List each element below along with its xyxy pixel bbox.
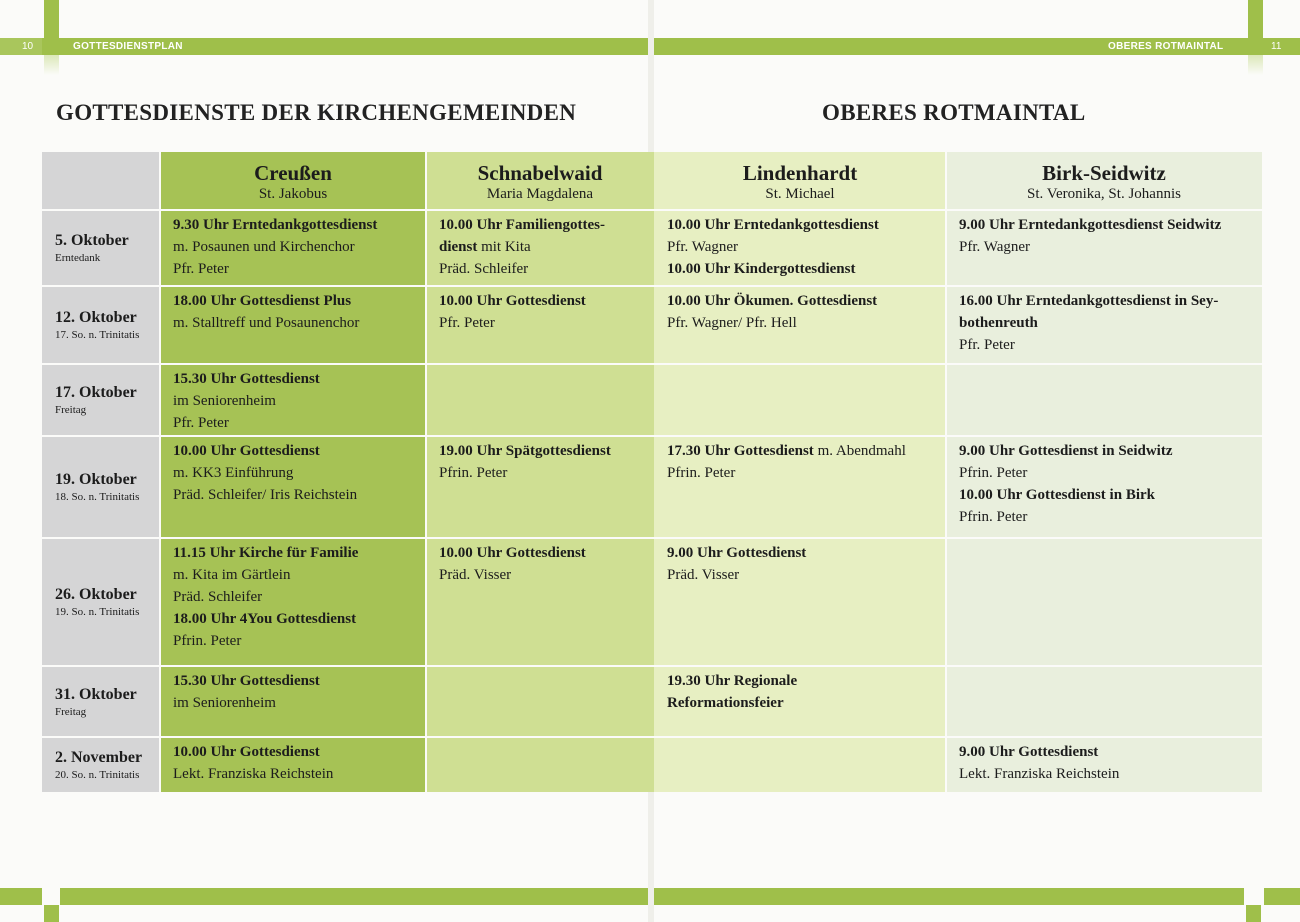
service-line: 19.00 Uhr Spätgottesdienst	[439, 443, 611, 459]
service-line	[439, 236, 646, 258]
schedule-cell-creussen	[160, 737, 426, 792]
schedule-cell-lindenhardt	[654, 436, 946, 538]
left-page-title: GOTTESDIENSTE DER KIRCHENGEMEINDEN	[56, 100, 577, 125]
service-line: 10.00 Uhr Ökumen. Gottesdienst	[667, 293, 878, 309]
date-sublabel: 17. So. n. Trinitatis	[55, 329, 140, 341]
column-separator	[425, 152, 427, 792]
column-church: St. Jakobus	[258, 186, 328, 202]
date-sublabel: Erntedank	[55, 252, 101, 264]
service-line: m. Stalltreff und Posaunenchor	[173, 315, 360, 331]
service-line: Pfr. Wagner/ Pfr. Hell	[667, 315, 797, 331]
date-sublabel: 19. So. n. Trinitatis	[55, 606, 140, 618]
service-line: Pfr. Wagner	[667, 239, 739, 255]
column-name: Lindenhardt	[742, 161, 858, 185]
schedule-cell-lindenhardt	[654, 737, 946, 792]
date-cell	[42, 364, 160, 436]
service-line: Pfrin. Peter	[173, 633, 242, 649]
service-line: 10.00 Uhr Gottesdienst	[439, 545, 586, 561]
column-church: St. Michael	[765, 186, 835, 202]
schedule-cell-birk-seidwitz	[946, 436, 1262, 538]
service-line: 10.00 Uhr Kindergottesdienst	[667, 261, 856, 277]
service-line: Pfr. Peter	[173, 415, 229, 431]
date-cell	[42, 210, 160, 286]
schedule-cell-schnabelwaid	[426, 737, 654, 792]
column-header-birk-seidwitz	[946, 152, 1262, 210]
column-name: Creußen	[254, 161, 332, 185]
service-line-suffix: m. Abendmahl	[813, 443, 906, 459]
row-separator	[42, 736, 1262, 738]
date-label: 19. Oktober	[55, 471, 137, 488]
service-line: 19.30 Uhr Regionale	[667, 673, 798, 689]
date-sublabel: Freitag	[55, 404, 87, 416]
service-line: Pfrin. Peter	[439, 465, 508, 481]
schedule-cell-birk-seidwitz	[946, 286, 1262, 364]
service-line: 10.00 Uhr Erntedankgottesdienst	[667, 217, 879, 233]
service-line: 10.00 Uhr Gottesdienst	[173, 443, 320, 459]
service-line: Präd. Visser	[667, 567, 740, 583]
column-church: St. Veronika, St. Johannis	[1027, 186, 1181, 202]
column-header-lindenhardt	[654, 152, 946, 210]
date-cell	[42, 538, 160, 666]
column-header-schnabelwaid	[426, 152, 654, 210]
left-section-title: GOTTESDIENSTPLAN	[73, 41, 183, 52]
schedule-cell-lindenhardt	[654, 364, 946, 436]
table-header-corner	[42, 152, 160, 210]
service-line: Lekt. Franziska Reichstein	[173, 766, 334, 782]
schedule-cell-birk-seidwitz	[946, 538, 1262, 666]
service-line: 15.30 Uhr Gottesdienst	[173, 673, 320, 689]
service-line: im Seniorenheim	[173, 393, 276, 409]
service-line: Reformationsfeier	[667, 695, 784, 711]
schedule-cell-schnabelwaid	[426, 210, 654, 286]
schedule-cell-creussen	[160, 364, 426, 436]
schedule-cell-birk-seidwitz	[946, 666, 1262, 737]
schedule-cell-schnabelwaid	[426, 666, 654, 737]
schedule-cell-creussen	[160, 436, 426, 538]
right-section-title: OBERES ROTMAINTAL	[1108, 41, 1224, 52]
service-line: m. KK3 Einführung	[173, 465, 294, 481]
schedule-cell-schnabelwaid	[426, 538, 654, 666]
schedule-cell-creussen	[160, 286, 426, 364]
service-line-main: dienst	[439, 239, 478, 255]
service-line: Pfr. Peter	[439, 315, 495, 331]
service-line: Präd. Schleifer	[439, 261, 529, 277]
date-sublabel: 18. So. n. Trinitatis	[55, 491, 140, 503]
column-name: Birk-Seidwitz	[1042, 161, 1166, 185]
date-label: 12. Oktober	[55, 309, 137, 326]
schedule-cell-birk-seidwitz	[946, 364, 1262, 436]
service-line: im Seniorenheim	[173, 695, 276, 711]
date-cell	[42, 737, 160, 792]
row-separator	[42, 209, 1262, 211]
schedule-cell-birk-seidwitz	[946, 210, 1262, 286]
service-line: Pfrin. Peter	[959, 509, 1028, 525]
service-line: Lekt. Franziska Reichstein	[959, 766, 1120, 782]
date-cell	[42, 286, 160, 364]
service-line: 15.30 Uhr Gottesdienst	[173, 371, 320, 387]
date-cell	[42, 436, 160, 538]
service-line: bothenreuth	[959, 315, 1038, 331]
schedule-cell-lindenhardt	[654, 538, 946, 666]
column-header-creussen	[160, 152, 426, 210]
right-page-number: 11	[1271, 41, 1282, 52]
schedule-cell-creussen	[160, 210, 426, 286]
schedule-cell-creussen	[160, 666, 426, 737]
row-separator	[42, 285, 1262, 287]
date-sublabel: 20. So. n. Trinitatis	[55, 768, 140, 781]
service-line: 10.00 Uhr Gottesdienst	[173, 744, 320, 760]
right-page-title: OBERES ROTMAINTAL	[822, 100, 1086, 125]
column-separator	[945, 152, 947, 792]
date-label: 2. November	[55, 748, 143, 766]
row-separator	[42, 435, 1262, 437]
service-line: 18.00 Uhr Gottesdienst Plus	[173, 293, 352, 309]
schedule-cell-creussen	[160, 538, 426, 666]
date-label: 31. Oktober	[55, 685, 137, 703]
column-church: Maria Magdalena	[486, 186, 594, 202]
service-line: 18.00 Uhr 4You Gottesdienst	[173, 611, 357, 627]
service-line: 10.00 Uhr Gottesdienst	[439, 293, 586, 309]
schedule-cell-schnabelwaid	[426, 364, 654, 436]
service-line: Pfr. Peter	[173, 261, 229, 277]
row-separator	[42, 665, 1262, 667]
row-separator	[42, 363, 1262, 365]
column-name: Schnabelwaid	[477, 161, 603, 185]
service-line: 16.00 Uhr Erntedankgottesdienst in Sey-	[959, 293, 1219, 309]
service-line: Pfrin. Peter	[959, 465, 1028, 481]
row-separator	[42, 537, 1262, 539]
schedule-cell-schnabelwaid	[426, 286, 654, 364]
service-line: 11.15 Uhr Kirche für Familie	[173, 545, 359, 561]
left-page-number: 10	[22, 41, 34, 52]
service-line: Pfr. Wagner	[959, 239, 1031, 255]
service-line: m. Kita im Gärtlein	[173, 567, 291, 583]
schedule-cell-lindenhardt	[654, 210, 946, 286]
service-line: 9.00 Uhr Gottesdienst in Seidwitz	[959, 443, 1173, 459]
schedule-cell-lindenhardt	[654, 286, 946, 364]
service-line: 9.00 Uhr Erntedankgottesdienst Seidwitz	[959, 217, 1222, 233]
service-line: 10.00 Uhr Gottesdienst in Birk	[959, 487, 1155, 503]
date-cell	[42, 666, 160, 737]
service-line: 9.00 Uhr Gottesdienst	[667, 545, 807, 561]
date-sublabel: Freitag	[55, 705, 87, 718]
service-line: 10.00 Uhr Familiengottes-	[439, 217, 605, 233]
column-separator	[159, 152, 161, 792]
date-label: 17. Oktober	[55, 384, 137, 401]
schedule-cell-birk-seidwitz	[946, 737, 1262, 792]
service-line-main: 17.30 Uhr Gottesdienst	[667, 443, 814, 459]
service-line: Pfr. Peter	[959, 337, 1015, 353]
service-line: Präd. Schleifer	[173, 589, 263, 605]
schedule-cell-lindenhardt	[654, 666, 946, 737]
schedule-cell-schnabelwaid	[426, 436, 654, 538]
service-line: m. Posaunen und Kirchenchor	[173, 239, 355, 255]
service-line: Pfrin. Peter	[667, 465, 736, 481]
service-line: Präd. Schleifer/ Iris Reichstein	[173, 487, 358, 503]
service-line: 9.00 Uhr Gottesdienst	[959, 744, 1099, 760]
service-line: 9.30 Uhr Erntedankgottesdienst	[173, 217, 378, 233]
service-line	[667, 440, 938, 462]
date-label: 5. Oktober	[55, 232, 129, 249]
service-line-suffix: mit Kita	[477, 239, 531, 255]
service-line: Präd. Visser	[439, 567, 512, 583]
date-label: 26. Oktober	[55, 586, 137, 603]
